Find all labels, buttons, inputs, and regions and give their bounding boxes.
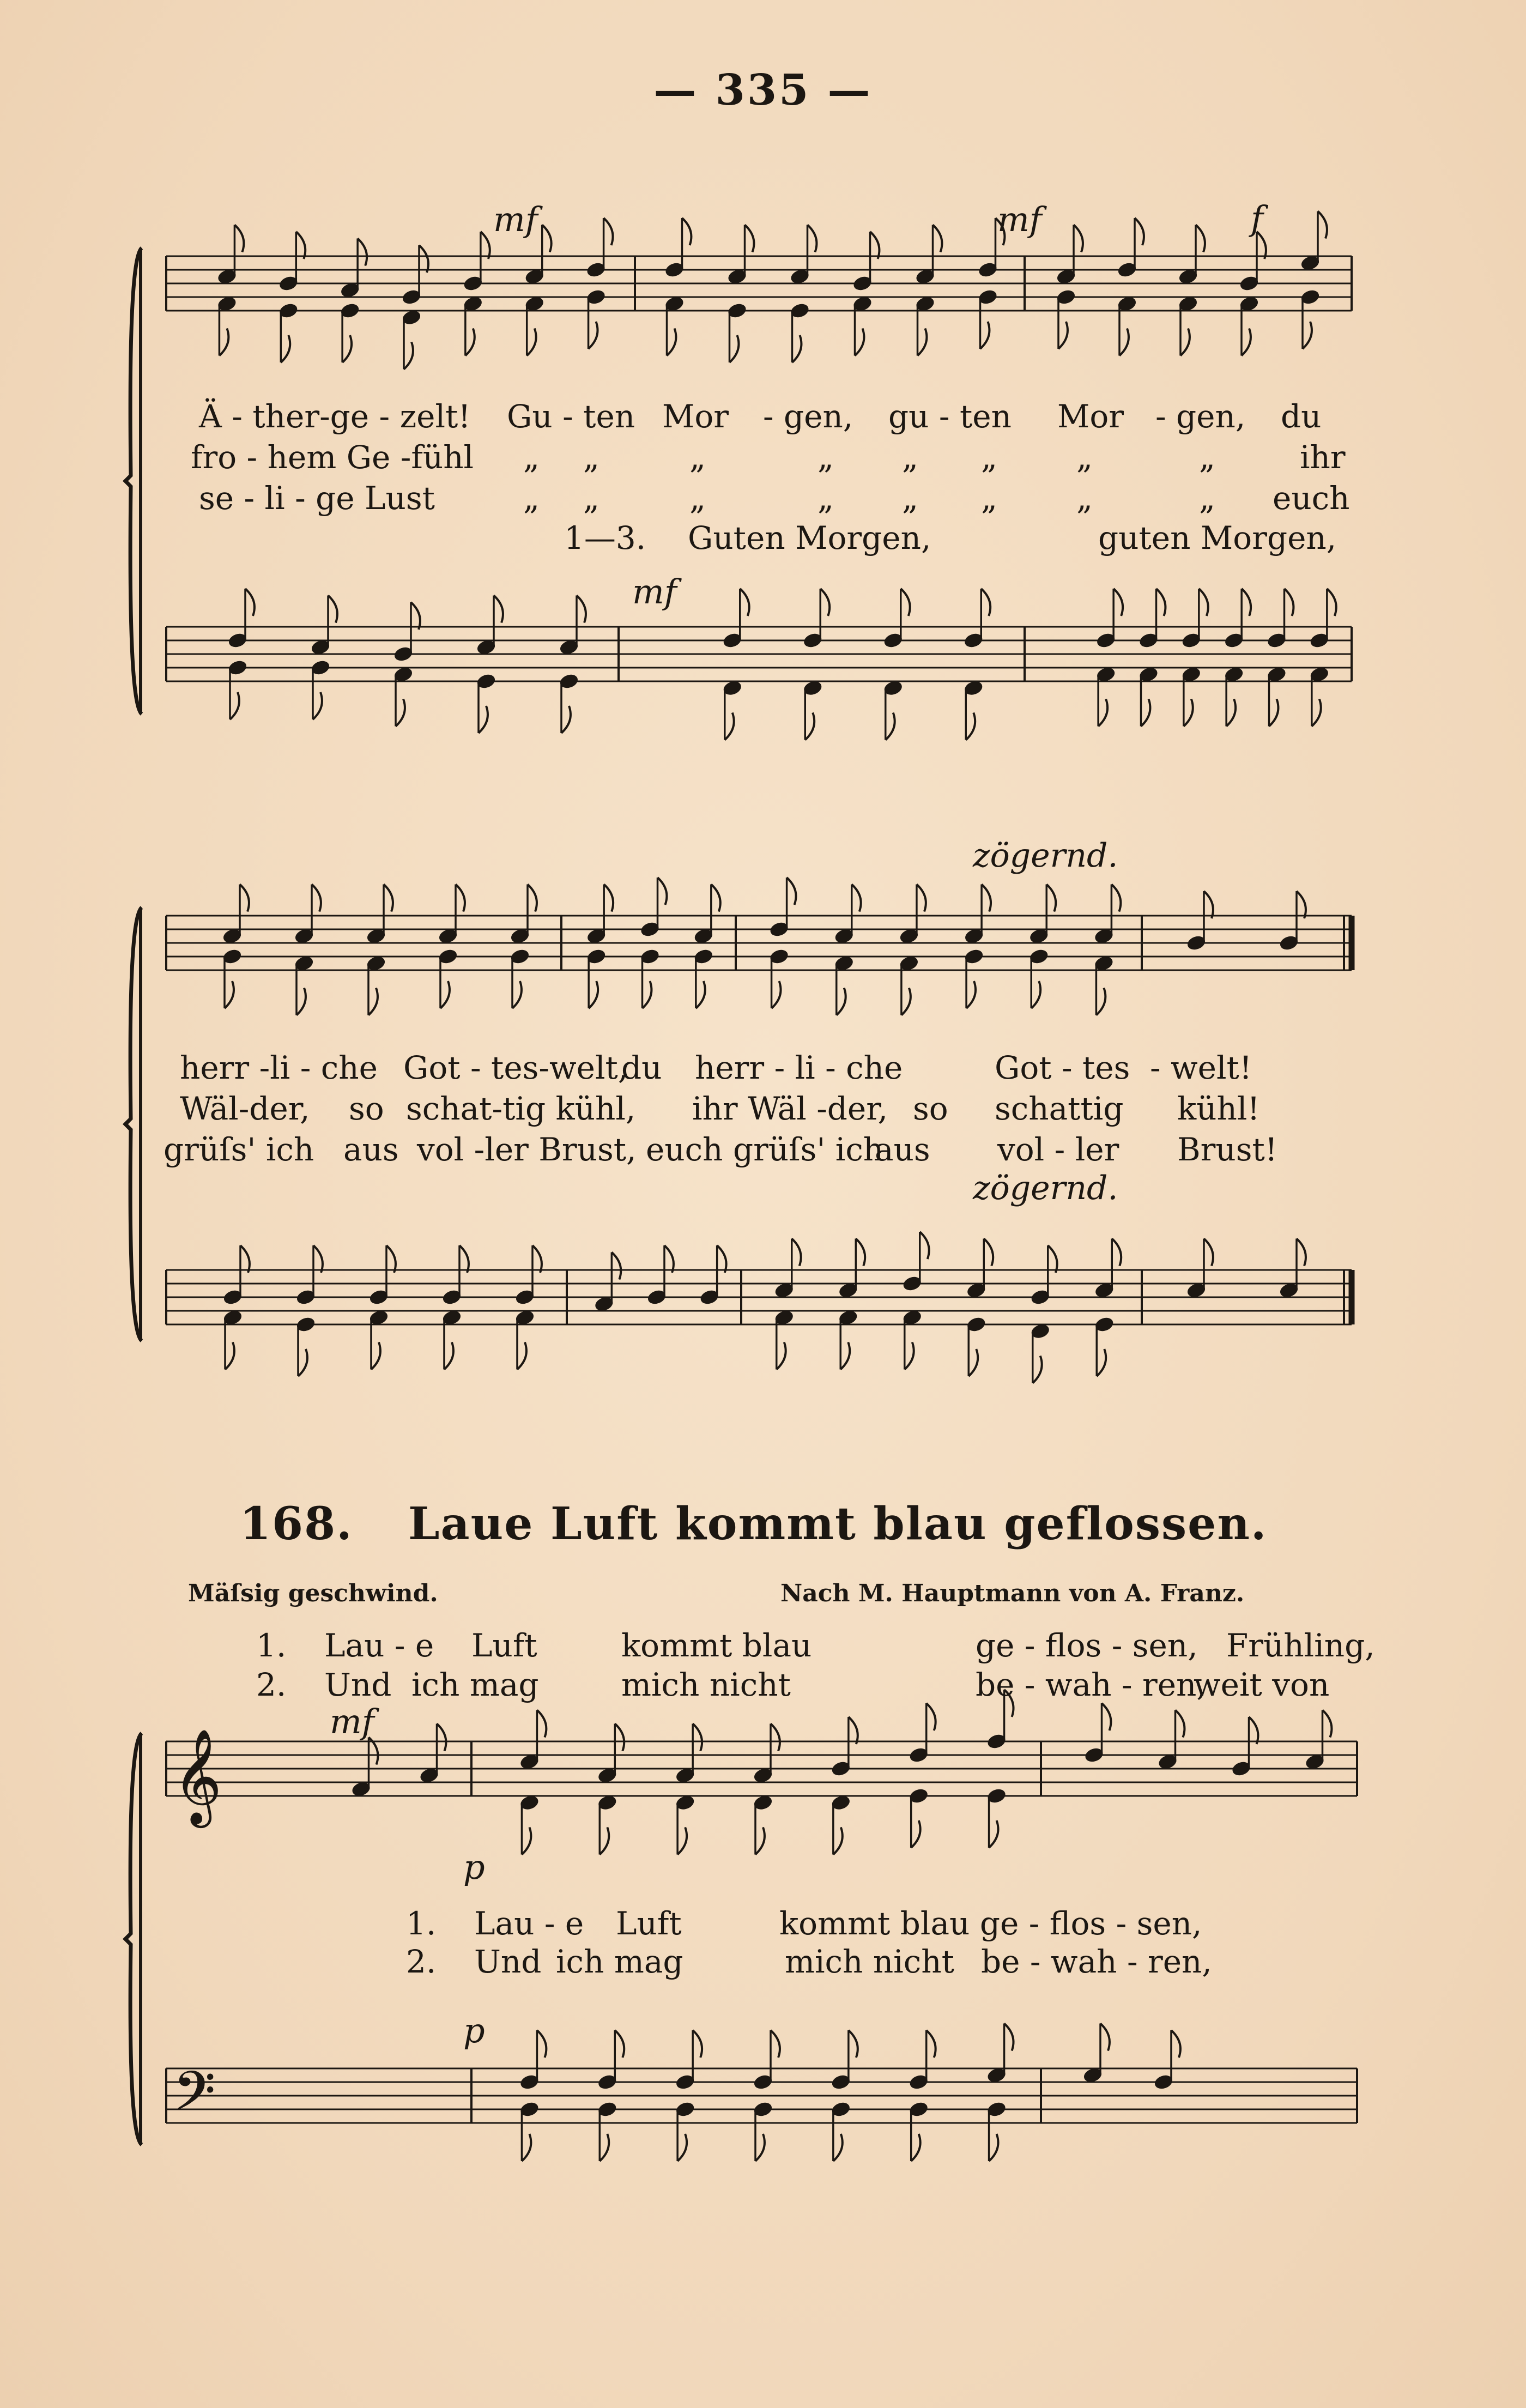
- note-flag: [240, 1245, 250, 1273]
- note-flag: [677, 2134, 687, 2161]
- note-flag: [437, 1724, 446, 1751]
- note-flag: [927, 1703, 936, 1731]
- note-flag: [1303, 322, 1312, 349]
- verse-middle-1-c: kommt blau ge - flos - sen,: [779, 1905, 1202, 1942]
- note-flag: [1048, 1245, 1057, 1273]
- verse-upper-1-c: kommt blau: [621, 1627, 812, 1664]
- note-flag: [833, 1828, 843, 1855]
- note-flag: [1096, 988, 1105, 1015]
- note-flag: [1031, 981, 1040, 1008]
- note-flag: [386, 1245, 396, 1273]
- note-flag: [245, 589, 255, 616]
- note-flag: [787, 878, 796, 905]
- note-flag: [517, 1342, 526, 1370]
- lyric-s2-v3-3: vol -ler Brust,: [417, 1131, 637, 1168]
- note-flag: [234, 225, 244, 252]
- tempo-marking: Mäſsig geschwind.: [188, 1580, 438, 1607]
- dynamic-mf-lower: mf: [632, 572, 677, 612]
- tempo-zogernd-lower: zögernd.: [973, 1169, 1118, 1207]
- note-flag: [528, 885, 537, 912]
- lyric-s1-v1-3: Mor: [662, 398, 729, 435]
- note-flag: [1204, 891, 1213, 918]
- note-flag: [604, 218, 613, 245]
- note-flag: [313, 692, 322, 719]
- note-flag: [792, 335, 802, 362]
- note-flag: [522, 2134, 531, 2161]
- note-flag: [296, 232, 305, 259]
- note-flag: [1297, 891, 1306, 918]
- note-flag: [589, 322, 598, 349]
- note-flag: [527, 329, 536, 356]
- verse-middle-1-a: Lau - e: [474, 1905, 584, 1942]
- note-flag: [444, 1342, 453, 1370]
- dynamic-mf-168: mf: [330, 1702, 374, 1741]
- lyric-s1-v3-q2: „: [583, 480, 600, 517]
- verse-upper-2-b: ich mag: [411, 1666, 539, 1703]
- note-flag: [1318, 211, 1327, 239]
- note-flag: [371, 1342, 380, 1370]
- note-flag: [225, 1342, 234, 1370]
- note-flag: [805, 713, 814, 740]
- note-flag: [1199, 589, 1208, 616]
- lyric-s2-v1-1: herr -li - che: [180, 1049, 378, 1086]
- lyric-s1-v2-q1: „: [523, 439, 540, 476]
- note-flag: [855, 329, 864, 356]
- dynamic-p-168-upper: p: [463, 1847, 485, 1887]
- note-flag: [1033, 1356, 1042, 1383]
- lyric-s1-v2-q2: „: [583, 439, 600, 476]
- note-flag: [419, 245, 428, 273]
- note-flag: [328, 596, 337, 623]
- note-flag: [479, 706, 488, 733]
- note-flag: [1312, 699, 1321, 727]
- note-flag: [1180, 329, 1190, 356]
- song-title: [240, 1498, 1268, 1550]
- note-flag: [1046, 885, 1056, 912]
- note-flag: [615, 1724, 624, 1751]
- staff-s1-lower: [166, 627, 1352, 681]
- note-flag: [886, 713, 895, 740]
- verse-middle-2-c: mich nicht: [785, 1943, 954, 1980]
- lyric-s1-v2-q3: „: [689, 439, 706, 476]
- lyric-s2-v2-1: Wäl-der,: [180, 1090, 310, 1127]
- note-flag: [384, 885, 393, 912]
- note-flag: [615, 2030, 624, 2058]
- note-flag: [693, 1724, 702, 1751]
- note-flag: [792, 1239, 801, 1266]
- lyric-s1-v3-q6: „: [981, 480, 998, 517]
- note-flag: [658, 878, 667, 905]
- lyric-s1-lower-verses: 1—3.: [564, 519, 646, 556]
- note-flag: [611, 1253, 621, 1280]
- lyric-s1-v2-q8: „: [1199, 439, 1216, 476]
- lyric-s1-v3-q7: „: [1076, 480, 1093, 517]
- note-flag: [1097, 1349, 1106, 1376]
- lyric-s1-v1-2: Gu - ten: [507, 398, 635, 435]
- note-flag: [1184, 699, 1193, 727]
- note-flag: [1226, 699, 1236, 727]
- note-flag: [1113, 589, 1123, 616]
- lyric-s2-v2-5: so: [913, 1090, 948, 1127]
- lyric-s1-v3-q5: „: [902, 480, 919, 517]
- lyric-s1-v2-q4: „: [818, 439, 834, 476]
- lyric-s2-v3-1: grüſs' ich: [164, 1131, 314, 1168]
- verse-middle-2-num: 2.: [406, 1943, 437, 1980]
- note-flag: [1196, 225, 1205, 252]
- lyric-s2-v3-6: vol - ler: [997, 1131, 1119, 1168]
- note-flag: [1269, 699, 1279, 727]
- note-flag: [725, 713, 734, 740]
- note-flag: [1242, 329, 1251, 356]
- note-flag: [755, 2134, 765, 2161]
- note-flag: [1100, 2024, 1110, 2051]
- note-flag: [1323, 1710, 1332, 1738]
- note-flag: [901, 988, 911, 1015]
- lyric-s2-v1-6: - welt!: [1150, 1049, 1252, 1086]
- note-flag: [296, 988, 306, 1015]
- note-flag: [920, 1232, 929, 1259]
- note-flag: [1135, 218, 1144, 245]
- bass-clef: 𝄢: [173, 2060, 216, 2136]
- note-flag: [577, 596, 586, 623]
- staff-s1-upper: [166, 256, 1352, 311]
- note-flag: [313, 1245, 323, 1273]
- lyric-s1-v2-1: fro - hem Ge -fühl: [191, 439, 474, 476]
- lyric-s1-v3-q8: „: [1199, 480, 1216, 517]
- note-flag: [643, 981, 652, 1008]
- note-flag: [532, 1245, 542, 1273]
- note-flag: [561, 706, 571, 733]
- note-flag: [717, 1245, 726, 1273]
- lyric-s2-v1-5: Got - tes: [995, 1049, 1130, 1086]
- note-flag: [1098, 699, 1107, 727]
- note-flag: [1141, 699, 1150, 727]
- note-flag: [696, 981, 705, 1008]
- note-flag: [905, 1342, 914, 1370]
- note-flag: [404, 342, 413, 370]
- dynamic-p-168-lower: p: [463, 2011, 485, 2050]
- note-flag: [1102, 1703, 1111, 1731]
- note-flag: [711, 885, 720, 912]
- note-flag: [840, 1342, 850, 1370]
- verse-upper-2-num: 2.: [256, 1666, 287, 1703]
- note-flag: [225, 981, 234, 1008]
- verse-middle-1-b: Luft: [616, 1905, 682, 1942]
- note-flag: [1327, 589, 1336, 616]
- song-number: 168.: [240, 1498, 353, 1550]
- note-flag: [772, 981, 781, 1008]
- lyric-s2-v2-7: kühl!: [1177, 1090, 1260, 1127]
- note-flag: [980, 322, 990, 349]
- dynamic-mf-2: mf: [997, 199, 1042, 239]
- note-flag: [730, 335, 739, 362]
- lyric-s1-v1-1: Ä - ther-ge - zelt!: [199, 398, 471, 435]
- note-flag: [667, 329, 676, 356]
- note-flag: [312, 885, 321, 912]
- note-flag: [771, 1724, 780, 1751]
- lyric-s1-v1-6: Mor: [1057, 398, 1124, 435]
- note-flag: [240, 885, 249, 912]
- note-flag: [820, 589, 829, 616]
- note-flag: [771, 2030, 780, 2058]
- note-flag: [989, 1820, 998, 1848]
- lyric-s1-v3-end: euch: [1273, 480, 1350, 517]
- lyric-s1-v3-q1: „: [523, 480, 540, 517]
- composer-credit: Nach M. Hauptmann von A. Franz.: [780, 1580, 1245, 1607]
- note-flag: [984, 1239, 993, 1266]
- note-flag: [917, 885, 926, 912]
- note-flag: [933, 225, 942, 252]
- note-flag: [411, 602, 420, 630]
- note-flag: [837, 988, 846, 1015]
- note-flag: [849, 1717, 858, 1744]
- note-flag: [927, 2030, 936, 2058]
- lyric-s1-v3-q3: „: [689, 480, 706, 517]
- note-flag: [1285, 589, 1294, 616]
- treble-clef: 𝄞: [173, 1729, 222, 1824]
- lyric-s2-v3-4: euch grüſs' ich: [646, 1131, 884, 1168]
- dynamic-mf-1: mf: [493, 199, 538, 239]
- note-flag: [600, 2134, 609, 2161]
- note-flag: [396, 699, 405, 727]
- verse-upper-1-d: ge - flos - sen,: [976, 1627, 1198, 1664]
- note-flag: [512, 981, 522, 1008]
- verse-upper-2-c: mich nicht: [621, 1666, 791, 1703]
- verse-middle-2-b: ich mag: [556, 1943, 683, 1980]
- note-flag: [677, 1828, 687, 1855]
- note-flag: [849, 2030, 858, 2058]
- note-flag: [966, 713, 975, 740]
- dynamic-f: f: [1251, 198, 1263, 238]
- note-flag: [522, 1828, 531, 1855]
- note-flag: [368, 988, 378, 1015]
- note-flag: [1112, 1239, 1121, 1266]
- note-flag: [755, 1828, 765, 1855]
- note-flag: [459, 1245, 469, 1273]
- lyric-s1-v1-8: du: [1281, 398, 1322, 435]
- note-flag: [856, 1239, 865, 1266]
- verse-upper-1-num: 1.: [256, 1627, 287, 1664]
- lyric-s1-v1-7: - gen,: [1155, 398, 1246, 435]
- lyric-s2-v1-2: Got - tes-welt,: [403, 1049, 628, 1086]
- note-flag: [1242, 589, 1251, 616]
- note-flag: [537, 1710, 546, 1738]
- note-flag: [918, 329, 927, 356]
- note-flag: [1297, 1239, 1306, 1266]
- note-flag: [219, 329, 228, 356]
- note-flag: [966, 981, 976, 1008]
- tempo-zogernd-upper: zögernd.: [973, 837, 1118, 875]
- verse-middle-2-d: be - wah - ren,: [981, 1943, 1212, 1980]
- note-flag: [230, 692, 239, 719]
- lyric-s2-v2-6: schattig: [995, 1090, 1124, 1127]
- note-flag: [542, 225, 552, 252]
- song-title-text: Laue Luft kommt blau geflossen.: [408, 1498, 1268, 1550]
- note-flag: [745, 225, 754, 252]
- lyric-s1-lower-2: guten Morgen,: [1098, 519, 1337, 556]
- lyric-s2-v1-3: du: [621, 1049, 662, 1086]
- note-flag: [682, 218, 692, 245]
- verse-middle-1-num: 1.: [406, 1905, 437, 1942]
- note-flag: [604, 885, 613, 912]
- lyric-s2-v3-2: aus: [343, 1131, 399, 1168]
- note-flag: [1074, 225, 1083, 252]
- note-flag: [777, 1342, 786, 1370]
- note-flag: [358, 239, 367, 266]
- lyric-s2-v2-4: ihr Wäl -der,: [692, 1090, 888, 1127]
- note-flag: [808, 225, 817, 252]
- staff-s2-upper: [166, 916, 1352, 970]
- note-flag: [456, 885, 465, 912]
- note-flag: [1171, 2030, 1180, 2058]
- note-flag: [1249, 1717, 1258, 1744]
- note-flag: [981, 589, 990, 616]
- staff-s168-upper: [166, 1741, 1357, 1796]
- note-flag: [481, 232, 490, 259]
- lyric-s2-v3-5: aus: [875, 1131, 930, 1168]
- note-flag: [1004, 2024, 1014, 2051]
- verse-middle-2-a: Und: [474, 1943, 542, 1980]
- lyric-s1-v3-q4: „: [818, 480, 834, 517]
- lyric-s1-v2-q5: „: [902, 439, 919, 476]
- note-flag: [465, 329, 475, 356]
- lyric-s1-v3-1: se - li - ge Lust: [199, 480, 435, 517]
- note-flag: [537, 2030, 546, 2058]
- note-flag: [298, 1349, 307, 1376]
- note-flag: [989, 2134, 998, 2161]
- note-flag: [968, 1349, 978, 1376]
- note-flag: [911, 2134, 921, 2161]
- lyric-s1-v2-end: ihr: [1300, 439, 1346, 476]
- verse-upper-1-e: Frühling,: [1226, 1627, 1375, 1664]
- verse-upper-1-a: Lau - e: [324, 1627, 434, 1664]
- verse-upper-2-e: weit von: [1194, 1666, 1330, 1703]
- note-flag: [852, 885, 861, 912]
- note-flag: [1119, 329, 1129, 356]
- note-flag: [664, 1245, 674, 1273]
- note-flag: [440, 981, 450, 1008]
- lyric-s2-v2-3: schat-tig kühl,: [406, 1090, 636, 1127]
- lyric-s2-v1-4: herr - li - che: [695, 1049, 903, 1086]
- note-flag: [1111, 885, 1121, 912]
- lyric-s1-v2-q6: „: [981, 439, 998, 476]
- lyric-s1-v1-5: gu - ten: [888, 398, 1012, 435]
- verse-upper-1-b: Luft: [471, 1627, 537, 1664]
- note-flag: [870, 232, 880, 259]
- verse-upper-2-a: Und: [324, 1666, 392, 1703]
- page-number: — 335 —: [653, 65, 873, 115]
- lyric-s1-lower-1: Guten Morgen,: [688, 519, 931, 556]
- staff-s2-lower: [166, 1270, 1352, 1324]
- note-flag: [494, 596, 503, 623]
- lyric-s1-v1-4: - gen,: [763, 398, 853, 435]
- note-flag: [1176, 1710, 1185, 1738]
- note-flag: [1204, 1239, 1213, 1266]
- note-flag: [901, 589, 910, 616]
- lyric-s2-v2-2: so: [349, 1090, 384, 1127]
- note-flag: [740, 589, 749, 616]
- verse-upper-2-d: be - wah - ren,: [976, 1666, 1207, 1703]
- note-flag: [589, 981, 598, 1008]
- note-flag: [982, 885, 991, 912]
- lyric-s2-v3-7: Brust!: [1177, 1131, 1278, 1168]
- note-flag: [911, 1820, 921, 1848]
- note-flag: [693, 2030, 702, 2058]
- lyric-s1-v2-q7: „: [1076, 439, 1093, 476]
- note-flag: [833, 2134, 843, 2161]
- note-flag: [1058, 322, 1068, 349]
- note-flag: [281, 335, 290, 362]
- note-flag: [600, 1828, 609, 1855]
- note-flag: [1156, 589, 1166, 616]
- note-flag: [342, 335, 352, 362]
